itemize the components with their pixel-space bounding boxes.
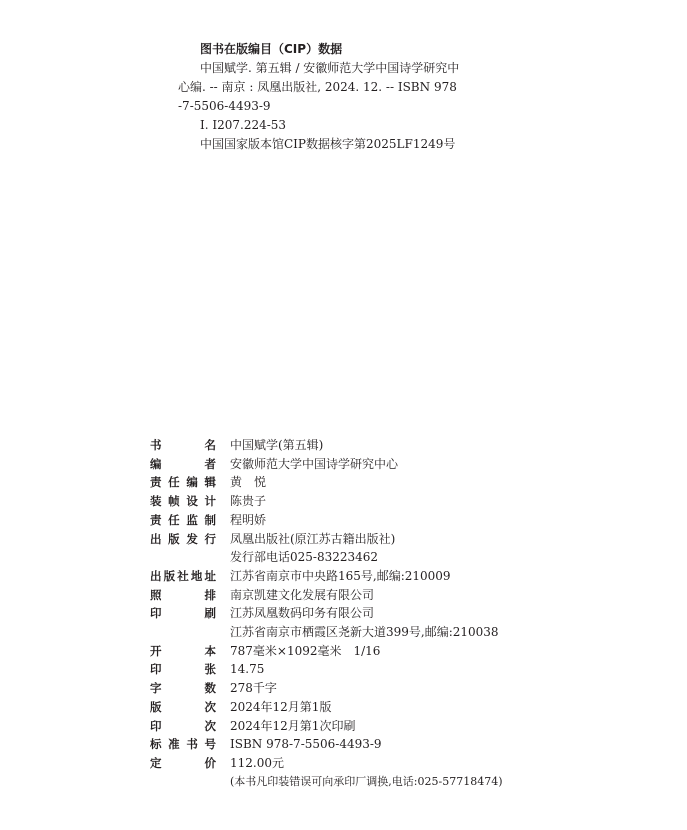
colophon-value <box>216 679 277 698</box>
colophon-row <box>150 436 550 455</box>
colophon-label: 编者 <box>150 456 216 471</box>
colophon-value <box>216 436 323 455</box>
cip-line-3: -7-5506-4493-9 <box>178 99 271 113</box>
colophon-value <box>216 604 499 641</box>
colophon-row <box>150 698 550 717</box>
colophon-row <box>150 473 550 492</box>
colophon-row <box>150 642 550 661</box>
colophon-label: 印刷 <box>150 606 216 621</box>
colophon-row <box>150 754 550 773</box>
colophon-value-line: 黄 悦 <box>230 475 267 490</box>
colophon-value-line: ISBN 978-7-5506-4493-9 <box>230 737 382 752</box>
colophon-value <box>216 754 284 773</box>
colophon-value-line: 陈贵子 <box>230 494 267 509</box>
colophon-value <box>216 567 451 586</box>
colophon-row <box>150 492 550 511</box>
colophon-value-line: 南京凯建文化发展有限公司 <box>230 587 375 602</box>
cip-line-4: Ⅰ. I207.224-53 <box>200 118 287 132</box>
colophon-label: 标准书号 <box>150 737 216 752</box>
cip-line-5: 中国国家版本馆CIP数据核字第2025LF1249号 <box>200 137 456 151</box>
colophon-value-line: 2024年12月第1次印刷 <box>230 718 356 733</box>
colophon-value-line: 发行部电话025-83223462 <box>230 550 379 565</box>
colophon-value <box>216 530 395 567</box>
colophon-row <box>150 660 550 679</box>
colophon-row <box>150 679 550 698</box>
colophon-label: 责任编辑 <box>150 475 216 490</box>
colophon-row <box>150 455 550 474</box>
colophon-value <box>216 455 398 474</box>
colophon-value <box>216 660 264 679</box>
colophon-value <box>216 717 355 736</box>
colophon-value-line: 2024年12月第1版 <box>230 699 332 714</box>
colophon-label: 书名 <box>150 438 216 452</box>
colophon-value-line: 程明娇 <box>230 512 267 527</box>
cip-line-2: 心编. -- 南京 : 凤凰出版社, 2024. 12. -- ISBN 978 <box>178 80 457 94</box>
colophon-row <box>150 511 550 530</box>
colophon-value-line: 112.00元 <box>230 755 284 770</box>
colophon <box>150 436 550 791</box>
colophon-value-line: 江苏省南京市栖霞区尧新大道399号,邮编:210038 <box>230 625 499 640</box>
colophon-label: 照排 <box>150 587 216 602</box>
colophon-value-line: 14.75 <box>230 662 265 677</box>
colophon-label: 出版社地址 <box>150 568 216 583</box>
cip-line-1: 中国赋学. 第五辑 / 安徽师范大学中国诗学研究中 <box>200 61 460 75</box>
colophon-value <box>216 735 382 754</box>
colophon-value-line: 中国赋学(第五辑) <box>230 438 324 452</box>
colophon-label: 字数 <box>150 681 216 696</box>
colophon-value <box>216 586 374 605</box>
colophon-value-line: 江苏凤凰数码印务有限公司 <box>230 606 375 621</box>
colophon-value-line: 787毫米×1092毫米 1/16 <box>230 643 381 658</box>
colophon-label: 印次 <box>150 718 216 733</box>
colophon-label: 装帧设计 <box>150 494 216 509</box>
colophon-value <box>216 511 266 530</box>
colophon-row <box>150 717 550 736</box>
colophon-value <box>216 473 266 492</box>
colophon-value <box>216 492 266 511</box>
colophon-row <box>150 530 550 567</box>
colophon-value-line: 凤凰出版社(原江苏古籍出版社) <box>230 531 396 546</box>
colophon-label: 版次 <box>150 699 216 714</box>
cip-block <box>178 40 508 154</box>
colophon-label: 出版发行 <box>150 531 216 546</box>
colophon-row <box>150 735 550 754</box>
cip-title: 图书在版编目（CIP）数据 <box>200 42 343 56</box>
colophon-label: 责任监制 <box>150 512 216 527</box>
colophon-value <box>216 642 380 661</box>
colophon-value-line: 安徽师范大学中国诗学研究中心 <box>230 456 399 471</box>
colophon-value-line: 江苏省南京市中央路165号,邮编:210009 <box>230 568 451 583</box>
colophon-note: (本书凡印装错误可向承印厂调换,电话:025-57718474) <box>230 774 503 788</box>
colophon-row <box>150 567 550 586</box>
colophon-row <box>150 604 550 641</box>
colophon-rows <box>150 436 550 773</box>
colophon-label: 定价 <box>150 755 216 770</box>
colophon-label: 开本 <box>150 643 216 658</box>
colophon-label: 印张 <box>150 662 216 677</box>
colophon-value-line: 278千字 <box>230 681 277 696</box>
colophon-row <box>150 586 550 605</box>
colophon-value <box>216 698 331 717</box>
